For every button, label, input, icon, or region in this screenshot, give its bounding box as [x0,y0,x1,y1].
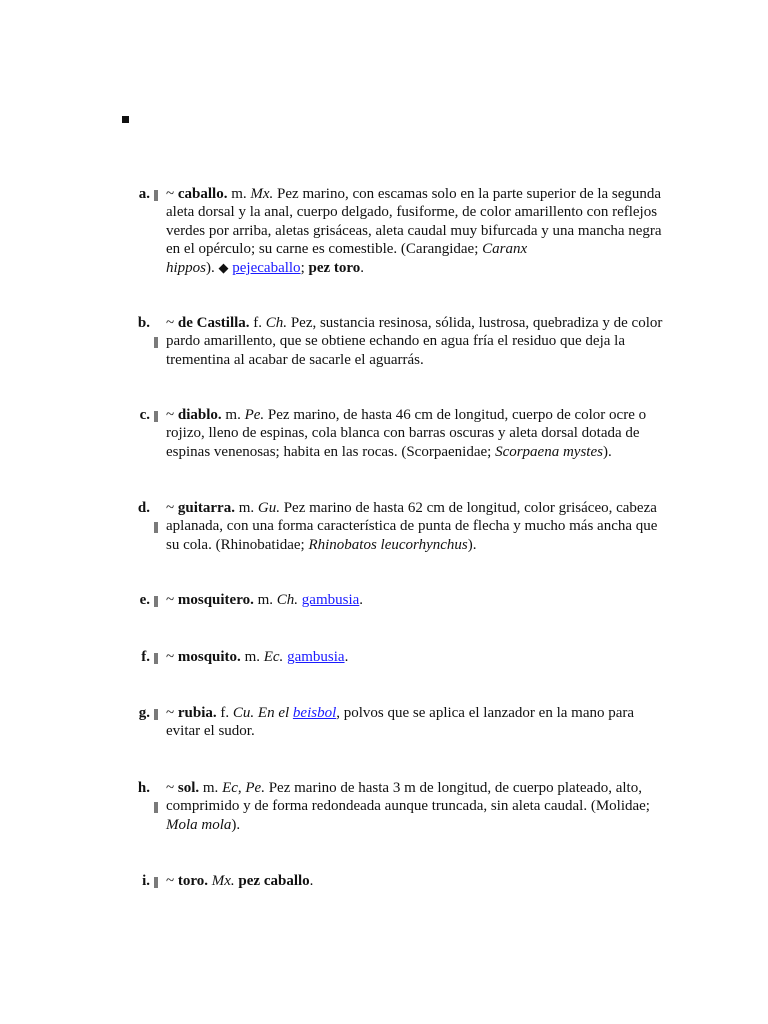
entry-marker [154,709,158,720]
scientific-name: Mola mola [166,816,232,833]
region-tag: Gu. [257,500,280,516]
entry-marker [154,653,158,664]
tilde: ~ [166,592,175,608]
diamond-icon: ◆ [218,259,229,275]
definition: , polvos que se aplica el lanzador en la mano para evitar el sudor. [166,705,635,740]
grammar-tag: m. [238,500,255,516]
grammar-tag: m. [231,186,247,202]
entry-label: h. [137,780,150,796]
usage-context: En el [257,705,290,721]
headword: de Castilla. [177,315,250,331]
link-gambusia[interactable]: gambusia [301,592,360,608]
scientific-name: Rhinobatos leucorhynchus [308,536,468,553]
region-tag: Mx. [211,873,235,889]
entry-marker [154,411,158,422]
tilde: ~ [166,407,175,423]
tilde: ~ [166,186,175,202]
entry-text [166,872,666,890]
entry-label: b. [137,315,150,331]
separator: ; [300,259,305,276]
entry-text [166,704,666,741]
headword: rubia. [177,705,217,721]
entry-label: a. [138,186,150,202]
headword: mosquito. [177,649,241,665]
entry-text [166,406,666,461]
grammar-tag: m. [257,592,274,608]
region-tag: Mx. [250,186,274,202]
region-tag: Ec [222,780,238,796]
end-punct: ). [602,443,612,460]
definition: Pez marino, de hasta 46 cm de longitud, cuerpo de color ocre o rojizo, lleno de espinas, cola blanca con barras oscuras y aleta dorsal dotada de espinas venenosas; habita en las rocas. (Scorpaenidae; [166,407,647,460]
entry-text [166,779,666,834]
closing-paren: ). [206,259,215,276]
region-separator: , [237,780,242,796]
entry-text [166,648,666,666]
entry-label: g. [138,705,150,721]
region-tag-2: Pe. [245,780,265,796]
definition: Pez marino de hasta 3 m de longitud, de cuerpo plateado, alto, comprimido y de forma redondeada aunque truncada, sin aleta caudal. (Molidae; [166,780,650,815]
region-tag: Cu. [232,705,255,721]
end-punct: . [309,873,314,889]
end-punct: . [360,259,365,276]
entry-text [166,591,666,609]
scientific-name-genus: Caranx [482,241,528,258]
grammar-tag: f. [253,315,263,331]
region-tag: Ch. [276,592,299,608]
region-tag: Ch. [265,315,288,331]
headword: sol. [177,780,200,796]
definition: Pez, sustancia resinosa, sólida, lustrosa, quebradiza y de color pardo amarillento, que se obtiene echando en agua fría el residuo que deja la trementina al acabar de sacarle el aguarrás. [166,315,663,368]
entry-label: i. [142,873,150,889]
scientific-name: Scorpaena mystes [495,443,603,460]
entry-marker [154,522,158,533]
headword: caballo. [177,186,228,202]
end-punct: . [344,649,349,665]
headword: toro. [177,873,209,889]
entry-text [166,314,666,369]
entry-label: d. [137,500,150,516]
tilde: ~ [166,873,175,889]
tilde: ~ [166,500,175,516]
link-gambusia[interactable]: gambusia [287,649,345,665]
definition: Pez marino, con escamas solo en la parte superior de la segunda aleta dorsal y la anal, cuerpo delgado, fusiforme, de color amarillento con reflejos verdes por arriba, aletas grisáceas, aleta caudal muy bifurcada y una mancha negra en el opérculo; su carne es comestible. (Carangidae; [166,186,662,258]
synonym: pez caballo [238,873,310,889]
entry-marker [154,877,158,888]
grammar-tag: m. [244,649,260,665]
tilde: ~ [166,780,175,796]
grammar-tag: f. [220,705,230,721]
entry-label: e. [139,592,150,608]
entry-marker [154,337,158,348]
synonym: pez toro [308,259,361,276]
entry-marker [154,596,158,607]
entry-marker [154,190,158,201]
tilde: ~ [166,705,175,721]
entry-text [166,499,666,554]
grammar-tag: m. [202,780,219,796]
entry-label: c. [139,407,150,423]
region-tag: Ec. [263,649,284,665]
link-pejecaballo[interactable]: pejecaballo [232,259,301,276]
end-punct: ). [231,816,241,833]
entry-marker [154,802,158,813]
tilde: ~ [166,649,175,665]
entry-text [166,185,666,277]
scientific-name-species: hippos [166,259,207,276]
grammar-tag: m. [225,407,241,423]
headword: mosquitero. [177,592,254,608]
headword: diablo. [177,407,222,423]
link-beisbol[interactable]: beisbol [292,705,337,721]
headword: guitarra. [177,500,235,516]
definition: Pez marino de hasta 62 cm de longitud, color grisáceo, cabeza aplanada, con una forma característica de punta de flecha y mucho más ancha que su cola. (Rhinobatidae; [166,500,658,553]
entry-label: f. [141,649,150,665]
tilde: ~ [166,315,175,331]
region-tag: Pe. [244,407,265,423]
end-punct: ). [467,536,477,553]
end-punct: . [359,592,364,608]
